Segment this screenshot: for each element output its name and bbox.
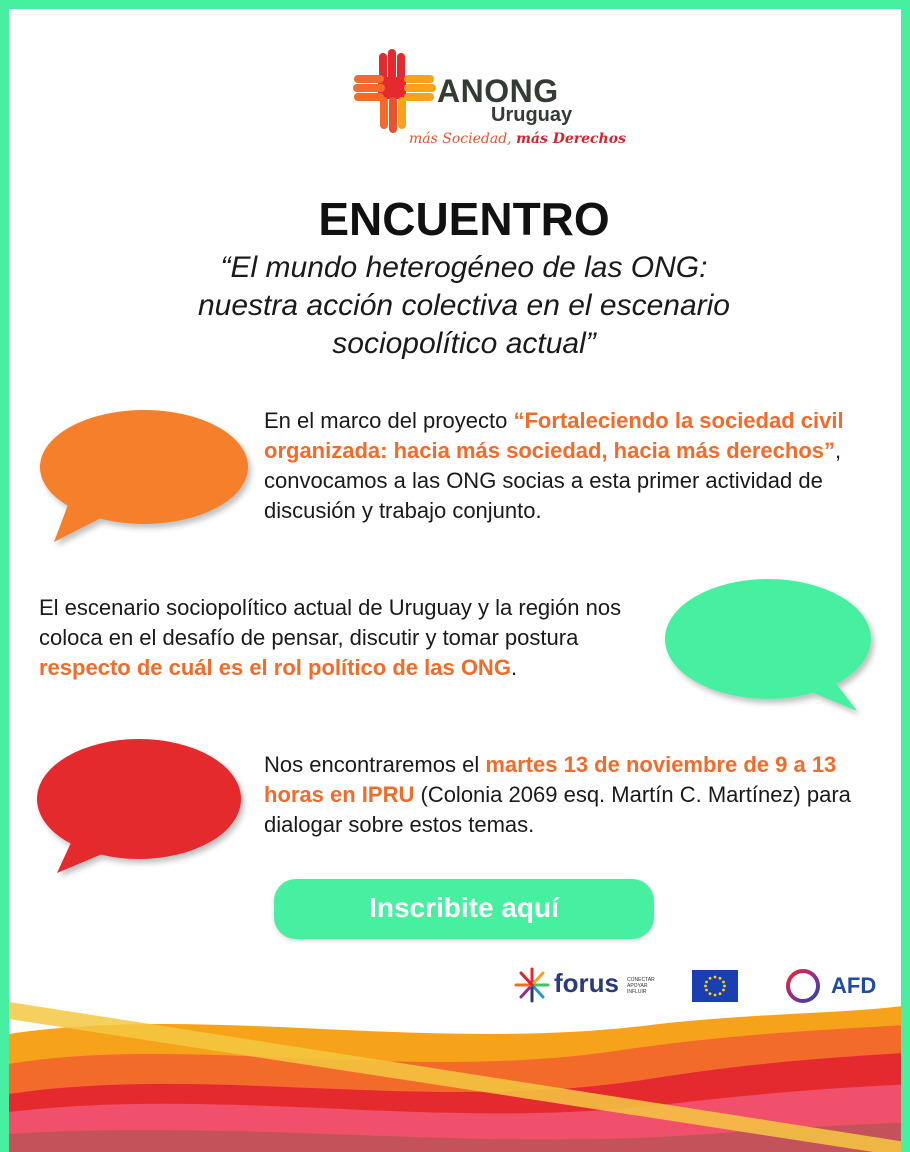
para3-highlight: martes 13 de noviembre de 9 a 13 horas en IPRU <box>264 752 837 807</box>
subtitle-line-2: nuestra acción colectiva en el escenario <box>198 289 730 322</box>
subtitle-line-1: “El mundo heterogéneo de las ONG: <box>220 251 708 284</box>
green-speech-bubble-icon <box>659 569 889 719</box>
tagline-part1: más Sociedad, <box>409 131 512 147</box>
logo-name: ANONG <box>437 73 559 109</box>
hands-logo-icon <box>349 47 439 137</box>
para2-rest: . <box>510 655 518 680</box>
red-speech-bubble-icon <box>29 731 259 881</box>
forus-tagline: CONECTAR APOYAR INFLUIR <box>627 977 655 995</box>
subtitle-line-3: sociopolítico actual” <box>332 327 596 360</box>
anong-logo <box>349 47 626 157</box>
logo-country: Uruguay <box>491 104 573 126</box>
para3-intro: Nos encontraremos el <box>264 752 486 777</box>
tagline-part2: más Derechos <box>516 131 626 147</box>
para3-rest: (Colonia 2069 esq. Martín C. Martínez) para dialogar sobre estos temas. <box>264 782 851 837</box>
decorative-waves <box>9 994 910 1152</box>
event-title: ENCUENTRO <box>318 193 610 245</box>
paragraph-context <box>39 593 669 683</box>
orange-speech-bubble-icon <box>29 402 259 557</box>
paragraph-meeting-details <box>264 750 894 840</box>
para1-rest: , convocamos a las ONG socias a esta primer actividad de discusión y trabajo conjunto. <box>264 438 842 523</box>
logo-tagline <box>409 131 626 147</box>
para1-intro: En el marco del proyecto <box>264 408 514 433</box>
para2-intro: El escenario sociopolítico actual de Uruguay y la región nos coloca en el desafío de pensar, discutir y tomar postura <box>39 595 622 650</box>
event-subtitle <box>109 249 819 363</box>
para1-highlight: “Fortaleciendo la sociedad civil organizada: hacia más sociedad, hacia más derechos” <box>264 408 844 463</box>
afd-name: AFD <box>831 973 877 998</box>
forus-name: forus <box>554 968 619 998</box>
paragraph-project <box>264 406 884 526</box>
para2-highlight: respecto de cuál es el rol político de las ONG <box>39 655 511 680</box>
register-button[interactable]: Inscribite aquí <box>274 879 654 939</box>
